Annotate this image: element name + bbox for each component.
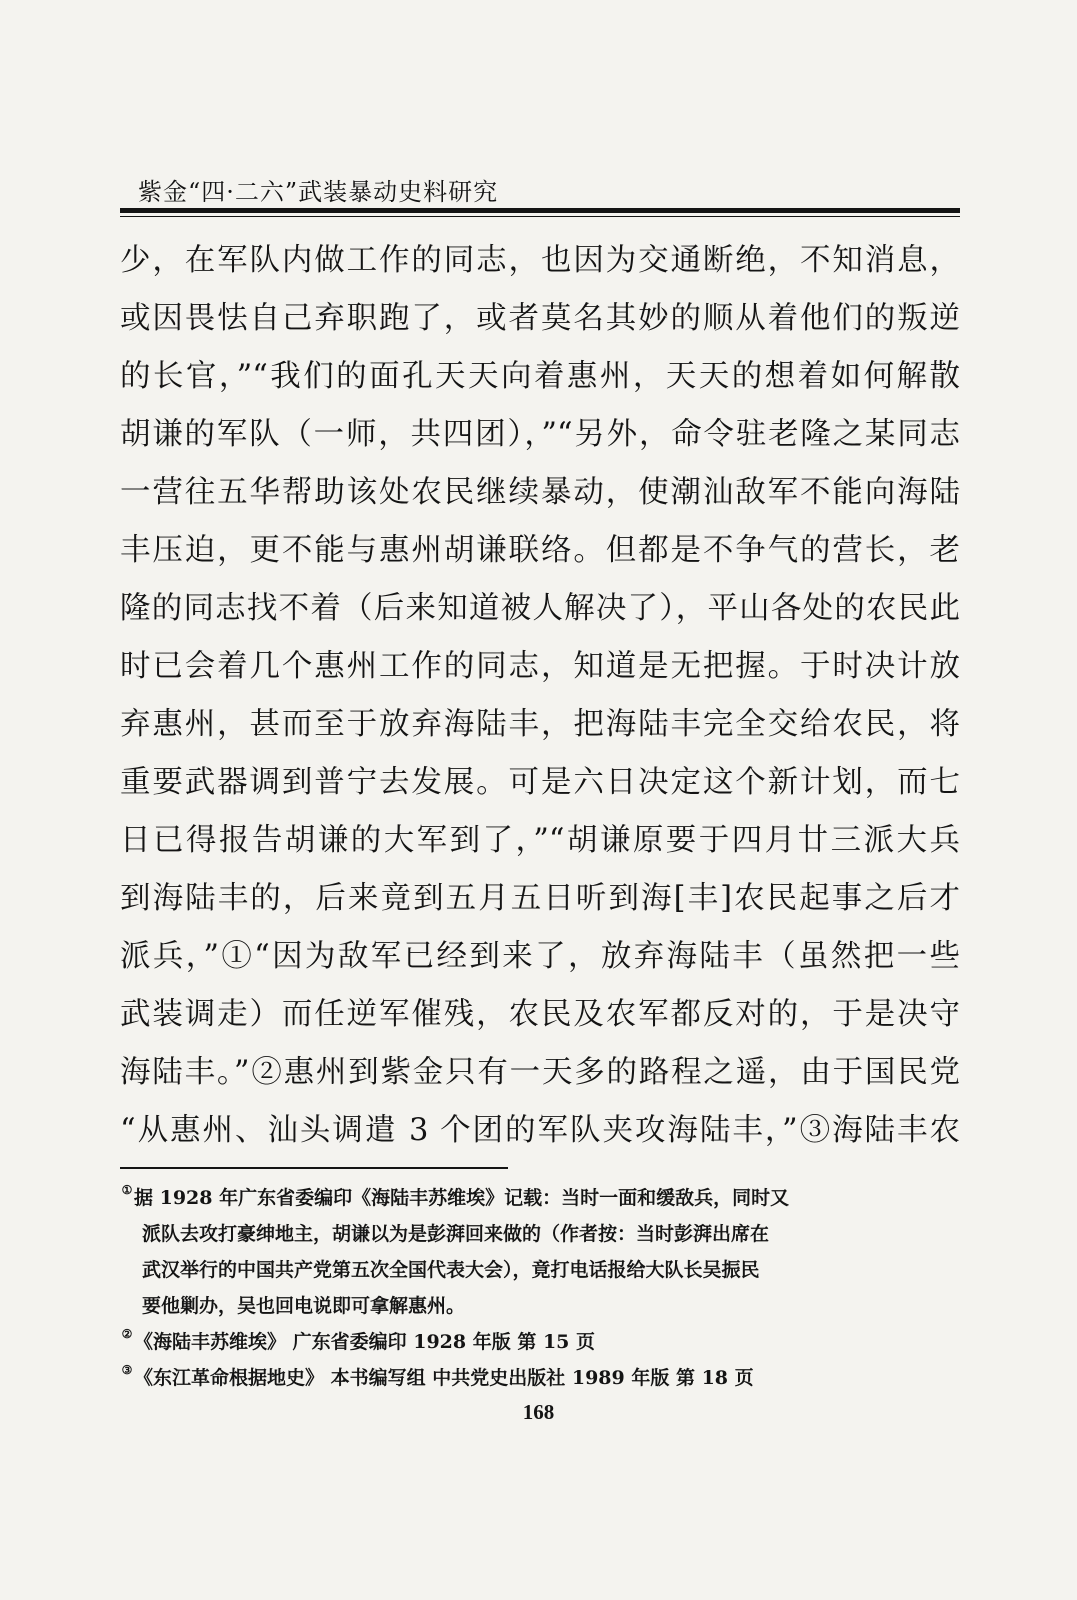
body-line: 海陆丰。”②惠州到紫金只有一天多的路程之遥，由于国民党 [120, 1055, 960, 1090]
running-header: 紫金“四·二六”武装暴动史料研究 [138, 178, 499, 206]
footnote-text: 据 1928 年广东省委编印《海陆丰苏维埃》记载：当时一面和缓敌兵，同时又 [134, 1187, 790, 1209]
body-line: 一营往五华帮助该处农民继续暴动，使潮汕敌军不能向海陆 [120, 475, 960, 510]
body-line: 隆的同志找不着（后来知道被人解决了），平山各处的农民此 [120, 591, 960, 626]
header-rule-thick [120, 208, 960, 213]
footnote-1 [120, 1180, 940, 1216]
footnote-1-continued: 要他剿办，吴也回电说即可拿解惠州。 [142, 1295, 466, 1317]
header-rule-thin [120, 216, 960, 217]
footnote-rule [120, 1167, 508, 1169]
footnote-text: 《海陆丰苏维埃》 广东省委编印 1928 年版 第 15 页 [134, 1331, 596, 1353]
footnote-marker: ③ [121, 1363, 133, 1377]
footnote-2 [120, 1324, 940, 1360]
body-line: 到海陆丰的，后来竟到五月五日听到海[丰]农民起事之后才 [120, 881, 960, 916]
body-line: 或因畏怯自己弃职跑了，或者莫名其妙的顺从着他们的叛逆 [120, 301, 960, 336]
body-line: 的长官，”“我们的面孔天天向着惠州，天天的想着如何解散 [120, 359, 960, 394]
page-number: 168 [522, 1400, 555, 1424]
footnote-text: 《东江革命根据地史》 本书编写组 中共党史出版社 1989 年版 第 18 页 [134, 1367, 754, 1389]
footnote-marker: ② [121, 1327, 133, 1341]
body-line: 少，在军队内做工作的同志，也因为交通断绝，不知消息， [120, 243, 960, 278]
body-line: 日已得报告胡谦的大军到了，”“胡谦原要于四月廿三派大兵 [120, 823, 960, 858]
body-text [120, 232, 960, 1160]
footnote-3 [120, 1360, 940, 1396]
body-line: 武装调走）而任逆军催残，农民及农军都反对的，于是决守 [120, 997, 960, 1032]
footnote-1-continued: 派队去攻打豪绅地主，胡谦以为是彭湃回来做的（作者按：当时彭湃出席在 [142, 1223, 770, 1245]
body-line: 胡谦的军队（一师，共四团），”“另外，命令驻老隆之某同志 [120, 417, 960, 452]
body-line: “从惠州、汕头调遣 3 个团的军队夹攻海陆丰，”③海陆丰农 [120, 1113, 960, 1148]
footnote-1-continued: 武汉举行的中国共产党第五次全国代表大会），竟打电话报给大队长吴振民 [142, 1259, 760, 1281]
footnote-marker: ① [121, 1183, 133, 1197]
footnotes [120, 1180, 940, 1396]
body-line: 弃惠州，甚而至于放弃海陆丰，把海陆丰完全交给农民，将 [120, 707, 960, 742]
body-line: 派兵，”①“因为敌军已经到来了，放弃海陆丰（虽然把一些 [120, 939, 960, 974]
body-line: 重要武器调到普宁去发展。可是六日决定这个新计划，而七 [120, 765, 960, 800]
body-line: 时已会着几个惠州工作的同志，知道是无把握。于时决计放 [120, 649, 960, 684]
body-line: 丰压迫，更不能与惠州胡谦联络。但都是不争气的营长，老 [120, 533, 960, 568]
